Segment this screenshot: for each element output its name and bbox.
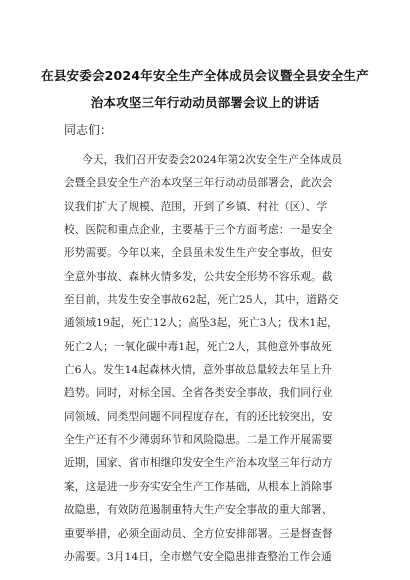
- body-line: 全意外事故、森林火情多发，公共安全形势不容乐观。截: [64, 270, 333, 283]
- body-line: 案，这是进一步夯实安全生产工作基础，从根本上消除事: [64, 480, 333, 493]
- body-line: 通领域19起，死亡12人；高坠3起，死亡3人；伐木1起，: [64, 317, 338, 330]
- body-line: 议我们扩大了规模、范围，开到了乡镇、村社（区）、学: [64, 200, 328, 213]
- body-line: 同领域、同类型问题不同程度存在，有的还比较突出，安: [64, 410, 333, 423]
- body-line: 故隐患，有效防范遏制重特大生产安全事故的重大部署、: [64, 504, 333, 517]
- body-line: 近期，国家、省市相继印发安全生产治本攻坚三年行动方: [64, 457, 333, 470]
- body-line: 死亡2人；一氧化碳中毒1起，死亡2人，其他意外事故死: [64, 340, 332, 353]
- title-line: 在县安委会2024年安全生产全体成员会议暨全县安全生产: [41, 68, 369, 83]
- title-line: 治本攻坚三年行动动员部署会议上的讲话: [90, 95, 320, 110]
- salutation: 同志们：: [64, 123, 113, 137]
- body-line: 今天，我们召开安委会2024年第2次安全生产全体成员: [82, 154, 343, 166]
- body-line: 办需要。3月14日，全市燃气安全隐患排查整治工作会通: [64, 550, 332, 563]
- body-line: 趋势。同时，对标全国、全省各类安全事故，我们同行业: [64, 387, 333, 400]
- body-line: 至目前，共发生安全事故62起，死亡25人，其中，道路交: [64, 294, 339, 307]
- body-line: 形势需要。今年以来，全县虽未发生生产安全事故，但安: [64, 247, 333, 260]
- body-line: 全生产还有不少薄弱环节和风险隐患。二是工作开展需要: [64, 434, 333, 447]
- body-line: 亡6人。发生14起森林火情，意外事故总量较去年呈上升: [64, 364, 332, 377]
- body-line: 重要举措，必须全面动员、全方位安排部署。三是督查督: [64, 527, 333, 540]
- body-paragraph: [64, 149, 360, 569]
- body-line: 校、医院和重点企业，主要基于三个方面考虑：一是安全: [64, 224, 333, 237]
- document-title: [40, 62, 370, 116]
- body-line: 会暨全县安全生产治本攻坚三年行动动员部署会，此次会: [64, 177, 333, 190]
